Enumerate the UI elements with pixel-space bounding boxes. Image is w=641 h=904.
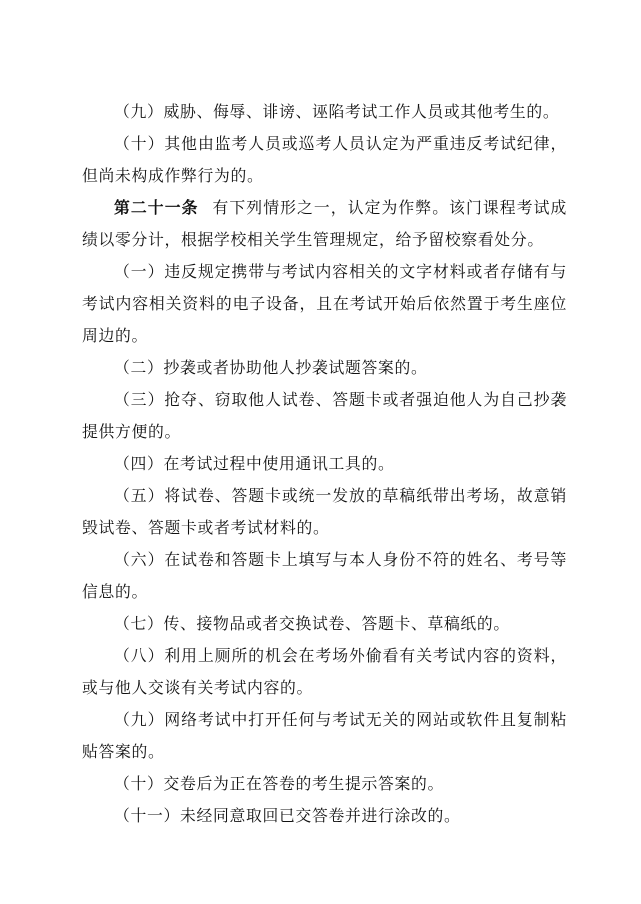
paragraph-item-7-passing-items: （七）传、接物品或者交换试卷、答题卡、草稿纸的。 bbox=[114, 614, 510, 633]
article-heading: 第二十一条 bbox=[114, 198, 199, 217]
paragraph-item-3-seizing: （三）抢夺、窃取他人试卷、答题卡或者强迫他人为自己抄袭提供方便的。 bbox=[82, 390, 567, 441]
paragraph-item-10-other-violations: （十）其他由监考人员或巡考人员认定为严重违反考试纪律，但尚未构成作弊行为的。 bbox=[82, 134, 567, 185]
paragraph-item-9-online-exam: （九）网络考试中打开任何与考试无关的网站或软件且复制粘贴答案的。 bbox=[82, 710, 567, 761]
paragraph-item-8-restroom: （八）利用上厕所的机会在考场外偷看有关考试内容的资料，或与他人交谈有关考试内容的。 bbox=[82, 646, 567, 697]
article-body: 有下列情形之一，认定为作弊。该门课程考试成绩以零分计，根据学校相关学生管理规定，给予留校察看处分。 bbox=[82, 198, 567, 249]
paragraph-item-2-copying: （二）抄袭或者协助他人抄袭试题答案的。 bbox=[114, 358, 428, 377]
paragraph-item-10-hinting: （十）交卷后为正在答卷的考生提示答案的。 bbox=[114, 774, 444, 793]
paragraph-item-5-removing-papers: （五）将试卷、答题卡或统一发放的草稿纸带出考场，故意销毁试卷、答题卡或者考试材料的。 bbox=[82, 486, 567, 537]
paragraph-item-11-retrieving: （十一）未经同意取回已交答卷并进行涂改的。 bbox=[114, 806, 461, 825]
paragraph-article-21 bbox=[82, 192, 567, 256]
paragraph-item-9-threats: （九）威胁、侮辱、诽谤、诬陷考试工作人员或其他考生的。 bbox=[114, 102, 560, 121]
document-page bbox=[82, 96, 567, 832]
paragraph-item-6-false-identity: （六）在试卷和答题卡上填写与本人身份不符的姓名、考号等信息的。 bbox=[82, 550, 567, 601]
paragraph-item-1-materials: （一）违反规定携带与考试内容相关的文字材料或者存储有与考试内容相关资料的电子设备，且在考试开始后依然置于考生座位周边的。 bbox=[82, 262, 567, 345]
paragraph-item-4-devices: （四）在考试过程中使用通讯工具的。 bbox=[114, 454, 395, 473]
